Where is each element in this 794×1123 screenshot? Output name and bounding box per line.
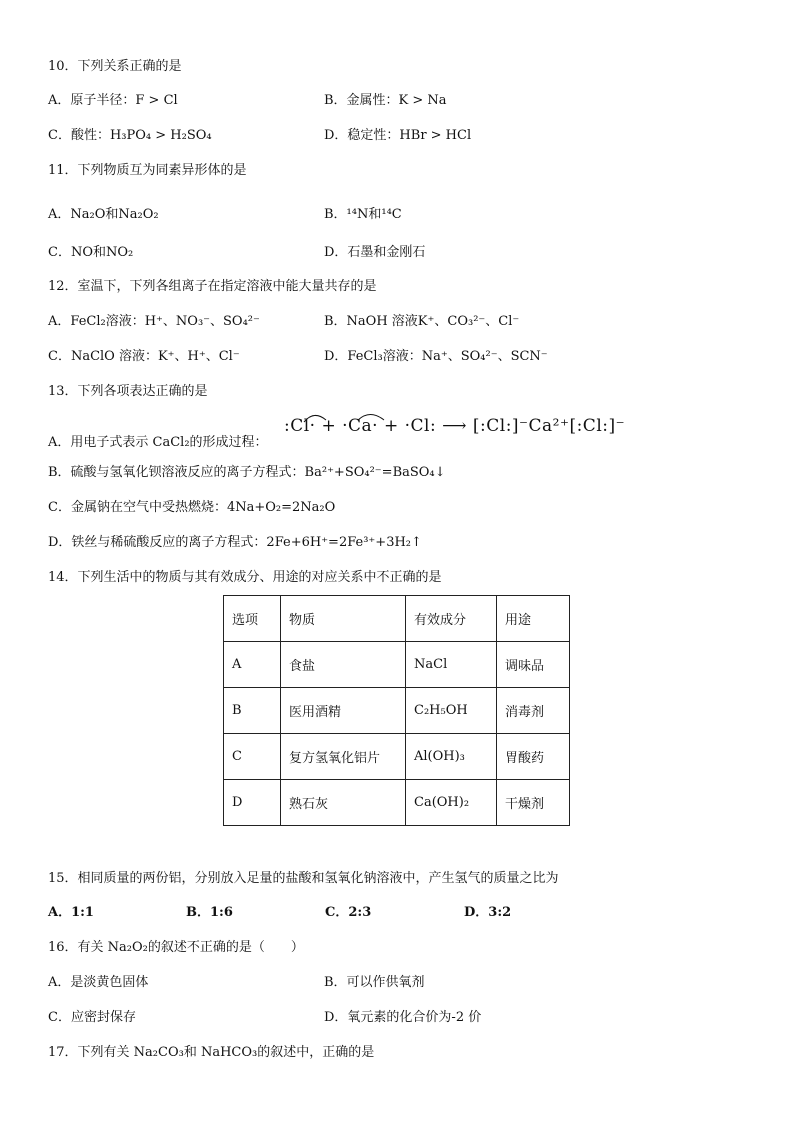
q16-stem: 16．有关 Na₂O₂的叙述不正确的是（ ） (48, 940, 304, 955)
q15-option-c: C．2:3 (325, 905, 372, 920)
header-cell: 物质 (281, 596, 406, 642)
table-cell: 胃酸药 (497, 734, 570, 780)
table-cell: D (224, 780, 281, 826)
q12-option-c: C．NaClO 溶液：K⁺、H⁺、Cl⁻ (48, 349, 240, 364)
q14-stem: 14．下列生活中的物质与其有效成分、用途的对应关系中不正确的是 (48, 570, 442, 585)
table-cell: 食盐 (281, 642, 406, 688)
table-cell: C₂H₅OH (406, 688, 497, 734)
q13-option-c: C．金属钠在空气中受热燃烧：4Na+O₂=2Na₂O (48, 500, 336, 515)
table-cell: B (224, 688, 281, 734)
table-cell: Al(OH)₃ (406, 734, 497, 780)
table-cell: 医用酒精 (281, 688, 406, 734)
q15-stem: 15．相同质量的两份铝，分别放入足量的盐酸和氢氧化钠溶液中，产生氢气的质量之比为 (48, 871, 559, 886)
table-row (224, 780, 570, 826)
table-cell: NaCl (406, 642, 497, 688)
header-cell: 选项 (224, 596, 281, 642)
table-row (224, 688, 570, 734)
q11-stem: 11．下列物质互为同素异形体的是 (48, 163, 247, 178)
table-cell: 消毒剂 (497, 688, 570, 734)
q14-table (223, 595, 570, 826)
electron-transfer-arrows (300, 410, 420, 424)
q16-option-c: C．应密封保存 (48, 1010, 136, 1025)
q10-option-a: A．原子半径：F > Cl (48, 93, 178, 108)
q10-option-c: C．酸性：H₃PO₄ > H₂SO₄ (48, 128, 212, 143)
q11-option-c: C．NO和NO₂ (48, 245, 134, 260)
q13-option-a: A．用电子式表示 CaCl₂的形成过程： (48, 435, 268, 450)
q16-option-a: A．是淡黄色固体 (48, 975, 149, 990)
q12-option-a: A．FeCl₂溶液：H⁺、NO₃⁻、SO₄²⁻ (48, 314, 260, 329)
header-cell: 用途 (497, 596, 570, 642)
q15-option-a: A．1:1 (48, 905, 94, 920)
table-cell: C (224, 734, 281, 780)
table-header-row (224, 596, 570, 642)
q12-stem: 12．室温下，下列各组离子在指定溶液中能大量共存的是 (48, 279, 377, 294)
table-cell: Ca(OH)₂ (406, 780, 497, 826)
q13-option-b: B．硫酸与氢氧化钡溶液反应的离子方程式：Ba²⁺+SO₄²⁻=BaSO₄↓ (48, 465, 446, 480)
q10-stem: 10．下列关系正确的是 (48, 59, 182, 74)
q11-option-b: B．¹⁴N和¹⁴C (324, 207, 402, 222)
table-cell: 调味品 (497, 642, 570, 688)
q10-option-b: B．金属性：K > Na (324, 93, 447, 108)
q16-option-b: B．可以作供氧剂 (324, 975, 425, 990)
table-row (224, 642, 570, 688)
table-cell: A (224, 642, 281, 688)
q12-option-b: B．NaOH 溶液K⁺、CO₃²⁻、Cl⁻ (324, 314, 520, 329)
electron-formula: :Cl· + ·Ca· + ·Cl: ⟶ [:Cl:]⁻Ca²⁺[:Cl:]⁻ (284, 416, 626, 436)
q17-stem: 17．下列有关 Na₂CO₃和 NaHCO₃的叙述中，正确的是 (48, 1045, 375, 1060)
table-cell: 熟石灰 (281, 780, 406, 826)
table-cell: 复方氢氧化铝片 (281, 734, 406, 780)
q15-option-d: D．3:2 (464, 905, 512, 920)
q11-option-a: A．Na₂O和Na₂O₂ (48, 207, 159, 222)
table-row (224, 734, 570, 780)
header-cell: 有效成分 (406, 596, 497, 642)
q15-option-b: B．1:6 (186, 905, 233, 920)
q13-option-d: D．铁丝与稀硫酸反应的离子方程式：2Fe+6H⁺=2Fe³⁺+3H₂↑ (48, 535, 422, 550)
q12-option-d: D．FeCl₃溶液：Na⁺、SO₄²⁻、SCN⁻ (324, 349, 548, 364)
q13-stem: 13．下列各项表达正确的是 (48, 384, 208, 399)
q11-option-d: D．石墨和金刚石 (324, 245, 426, 260)
table-cell: 干燥剂 (497, 780, 570, 826)
q10-option-d: D．稳定性：HBr > HCl (324, 128, 472, 143)
q16-option-d: D．氧元素的化合价为-2 价 (324, 1010, 482, 1025)
